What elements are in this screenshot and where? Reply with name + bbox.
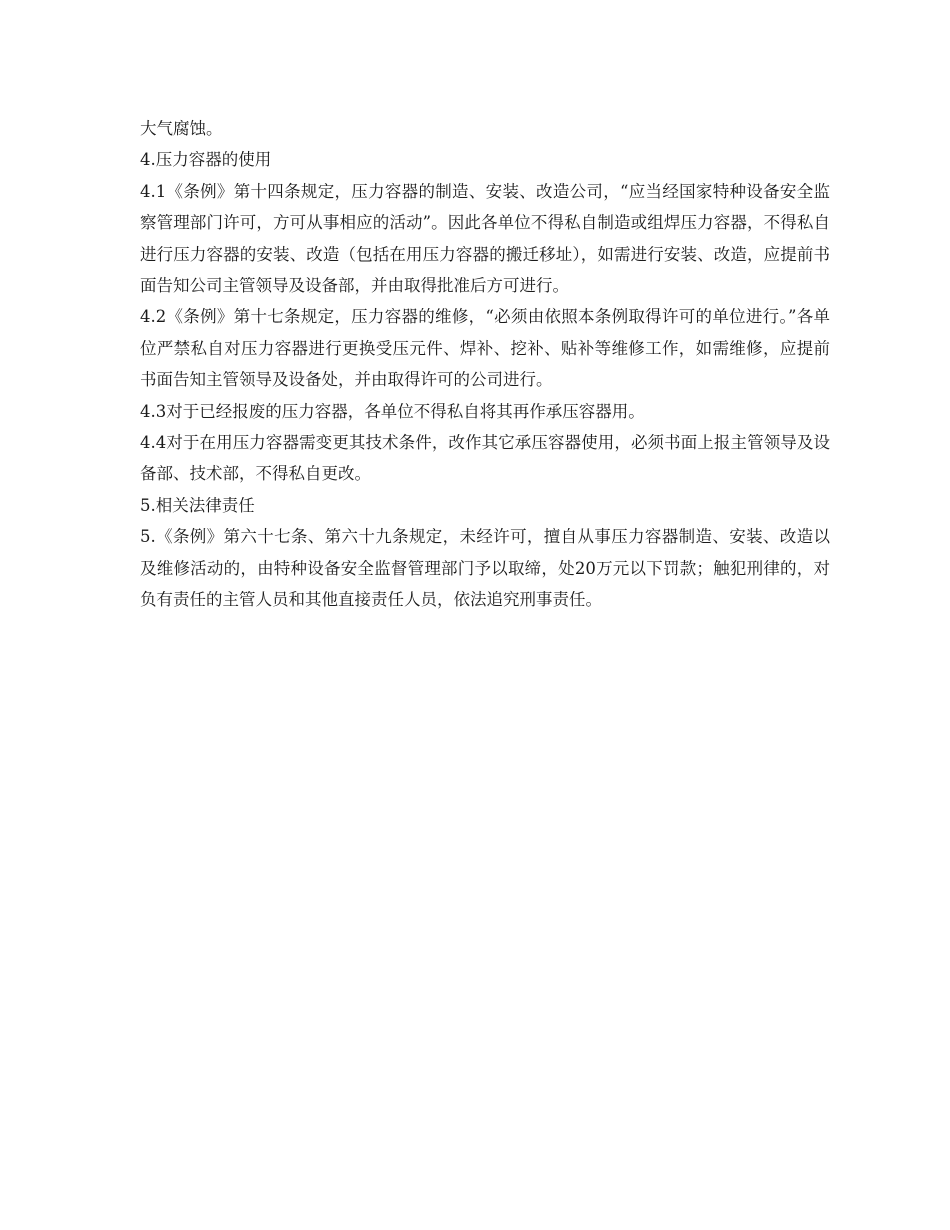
paragraph-continuation: 大气腐蚀。 — [140, 119, 223, 138]
section-heading-4: 4.压力容器的使用 — [140, 150, 272, 170]
paragraph-4-1: 4.1《条例》第十四条规定，压力容器的制造、安装、改造公司，“应当经国家特种设备安全监察管理部门许可，方可从事相应的活动”。因此各单位不得私自制造或组焊压力容器，不得私自进行压力容器的安装、改造（包括在用压力容器的搬迁移址），如需进行安装、改造，应提前书面告知公司主管领导及设备部，并由取得批准后方可进行。 — [140, 181, 830, 296]
paragraph-4-2: 4.2《条例》第十七条规定，压力容器的维修，“必须由依照本条例取得许可的单位进行。”各单位严禁私自对压力容器进行更换受压元件、焊补、挖补、贴补等维修工作，如需维修，应提前书面告知主管领导及设备处，并由取得许可的公司进行。 — [140, 307, 830, 390]
paragraph-4-3: 4.3对于已经报废的压力容器，各单位不得私自将其再作承压容器用。 — [140, 401, 645, 421]
paragraph-4-4: 4.4对于在用压力容器需变更其技术条件，改作其它承压容器使用，必须书面上报主管领导及设备部、技术部，不得私自更改。 — [140, 433, 830, 484]
section-heading-5: 5.相关法律责任 — [140, 495, 255, 515]
paragraph-5: 5.《条例》第六十七条、第六十九条规定，未经许可，擅自从事压力容器制造、安装、改造以及维修活动的，由特种设备安全监督管理部门予以取缔，处20万元以下罚款；触犯刑律的，对负有责任的主管人员和其他直接责任人员，依法追究刑事责任。 — [140, 527, 830, 610]
document-body — [140, 113, 830, 616]
